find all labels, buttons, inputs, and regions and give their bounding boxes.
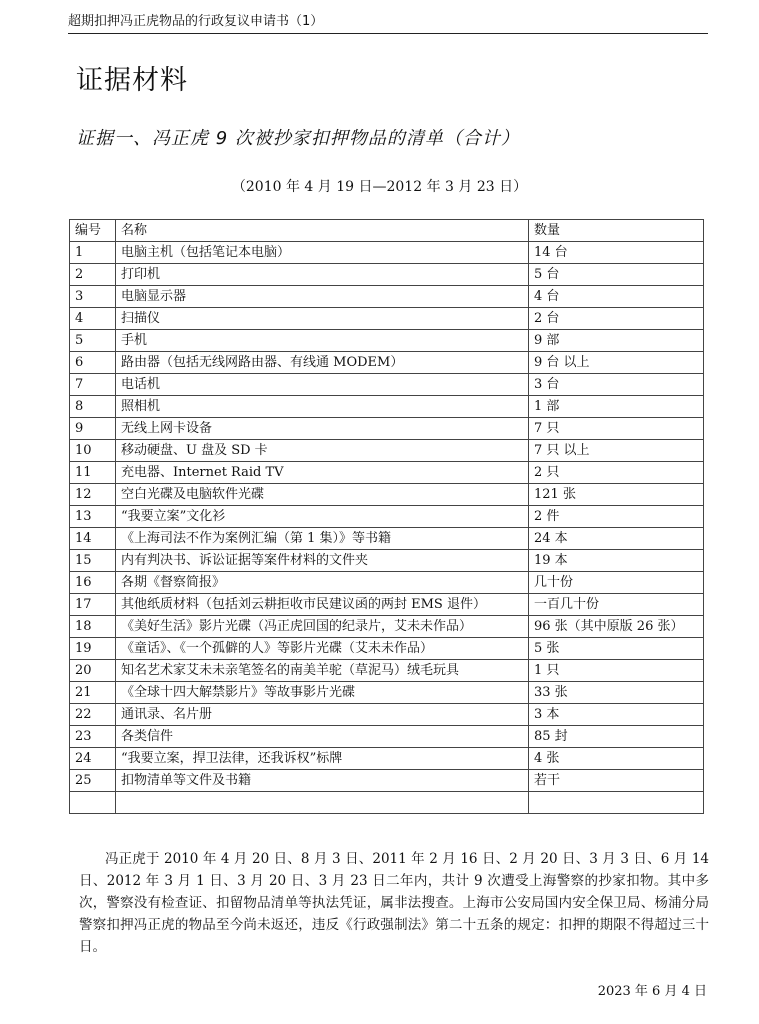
seized-items-table bbox=[69, 219, 704, 814]
cell-qty: 几十份 bbox=[529, 572, 704, 594]
cell-name: 路由器（包括无线网路由器、有线通 MODEM） bbox=[116, 352, 529, 374]
cell-qty: 2 台 bbox=[529, 308, 704, 330]
cell-name: “我要立案”文化衫 bbox=[116, 506, 529, 528]
cell-no: 7 bbox=[70, 374, 116, 396]
column-header-name: 名称 bbox=[116, 220, 529, 242]
table-row bbox=[70, 396, 704, 418]
cell-no: 10 bbox=[70, 440, 116, 462]
table-row bbox=[70, 594, 704, 616]
cell-no: 11 bbox=[70, 462, 116, 484]
cell-qty: 33 张 bbox=[529, 682, 704, 704]
signature-date: 2023 年 6 月 4 日 bbox=[597, 984, 707, 999]
table-row bbox=[70, 330, 704, 352]
cell-name: 无线上网卡设备 bbox=[116, 418, 529, 440]
cell-name: 照相机 bbox=[116, 396, 529, 418]
cell-qty: 24 本 bbox=[529, 528, 704, 550]
table-row bbox=[70, 264, 704, 286]
cell-qty: 14 台 bbox=[529, 242, 704, 264]
cell-empty bbox=[116, 792, 529, 814]
cell-qty: 一百几十份 bbox=[529, 594, 704, 616]
table-header-row bbox=[70, 220, 704, 242]
cell-no: 23 bbox=[70, 726, 116, 748]
cell-no: 14 bbox=[70, 528, 116, 550]
body-paragraph: 冯正虎于 2010 年 4 月 20 日、8 月 3 日、2011 年 2 月 16 日、2 月 20 日、3 月 3 日、6 月 14 日、2012 年 3 月 1 日、3 月 20 日、3 月 23 日二年内，共计 9 次遭受上海警察的抄家扣物。其中多次，警察没有检查证、扣留物品清单等执法凭证，属非法搜查。上海市公安局国内安全保卫局、杨浦分局警察扣押冯正虎的物品至今尚未返还，违反《行政强制法》第二十五条的规定：扣押的期限不得超过三十日。 bbox=[79, 851, 709, 955]
cell-name: “我要立案，捍卫法律，还我诉权”标牌 bbox=[116, 748, 529, 770]
cell-qty: 4 台 bbox=[529, 286, 704, 308]
table-row-empty bbox=[70, 792, 704, 814]
cell-no: 6 bbox=[70, 352, 116, 374]
cell-qty: 5 张 bbox=[529, 638, 704, 660]
cell-qty: 121 张 bbox=[529, 484, 704, 506]
table-row bbox=[70, 704, 704, 726]
table-row bbox=[70, 308, 704, 330]
table-row bbox=[70, 374, 704, 396]
cell-name: 《上海司法不作为案例汇编（第 1 集）》等书籍 bbox=[116, 528, 529, 550]
cell-name: 《童话》、《一个孤僻的人》等影片光碟（艾未未作品） bbox=[116, 638, 529, 660]
cell-qty: 2 件 bbox=[529, 506, 704, 528]
table-row bbox=[70, 440, 704, 462]
table-row bbox=[70, 506, 704, 528]
table-row bbox=[70, 638, 704, 660]
cell-no: 25 bbox=[70, 770, 116, 792]
cell-no: 9 bbox=[70, 418, 116, 440]
cell-no: 5 bbox=[70, 330, 116, 352]
evidence-title: 证据一、冯正虎 9 次被抄家扣押物品的清单（合计） bbox=[76, 128, 520, 149]
cell-qty: 3 台 bbox=[529, 374, 704, 396]
cell-no: 15 bbox=[70, 550, 116, 572]
cell-no: 2 bbox=[70, 264, 116, 286]
cell-name: 打印机 bbox=[116, 264, 529, 286]
cell-qty: 7 只 以上 bbox=[529, 440, 704, 462]
cell-name: 通讯录、名片册 bbox=[116, 704, 529, 726]
cell-no: 13 bbox=[70, 506, 116, 528]
cell-name: 各期《督察简报》 bbox=[116, 572, 529, 594]
table-row bbox=[70, 616, 704, 638]
table-row bbox=[70, 352, 704, 374]
cell-name: 《美好生活》影片光碟（冯正虎回国的纪录片，艾未未作品） bbox=[116, 616, 529, 638]
cell-qty: 85 封 bbox=[529, 726, 704, 748]
cell-qty: 1 部 bbox=[529, 396, 704, 418]
cell-name: 空白光碟及电脑软件光碟 bbox=[116, 484, 529, 506]
cell-no: 1 bbox=[70, 242, 116, 264]
cell-name: 知名艺术家艾未未亲笔签名的南美羊驼（草泥马）绒毛玩具 bbox=[116, 660, 529, 682]
cell-empty bbox=[70, 792, 116, 814]
cell-name: 电话机 bbox=[116, 374, 529, 396]
cell-qty: 2 只 bbox=[529, 462, 704, 484]
cell-name: 内有判决书、诉讼证据等案件材料的文件夹 bbox=[116, 550, 529, 572]
document-title: 证据材料 bbox=[76, 65, 188, 96]
date-range: （2010 年 4 月 19 日—2012 年 3 月 23 日） bbox=[231, 179, 528, 195]
cell-name: 电脑主机（包括笔记本电脑） bbox=[116, 242, 529, 264]
table-row bbox=[70, 572, 704, 594]
cell-qty: 96 张（其中原版 26 张） bbox=[529, 616, 704, 638]
cell-empty bbox=[529, 792, 704, 814]
table-row bbox=[70, 242, 704, 264]
cell-no: 22 bbox=[70, 704, 116, 726]
cell-qty: 9 部 bbox=[529, 330, 704, 352]
table-row bbox=[70, 286, 704, 308]
cell-name: 电脑显示器 bbox=[116, 286, 529, 308]
cell-no: 8 bbox=[70, 396, 116, 418]
cell-qty: 3 本 bbox=[529, 704, 704, 726]
cell-no: 3 bbox=[70, 286, 116, 308]
cell-no: 16 bbox=[70, 572, 116, 594]
table-row bbox=[70, 462, 704, 484]
cell-no: 24 bbox=[70, 748, 116, 770]
cell-name: 《全球十四大解禁影片》等故事影片光碟 bbox=[116, 682, 529, 704]
cell-name: 手机 bbox=[116, 330, 529, 352]
cell-no: 19 bbox=[70, 638, 116, 660]
table-row bbox=[70, 748, 704, 770]
table-row bbox=[70, 484, 704, 506]
table-row bbox=[70, 550, 704, 572]
table-row bbox=[70, 660, 704, 682]
cell-no: 12 bbox=[70, 484, 116, 506]
table-row bbox=[70, 682, 704, 704]
cell-no: 20 bbox=[70, 660, 116, 682]
cell-qty: 7 只 bbox=[529, 418, 704, 440]
cell-qty: 5 台 bbox=[529, 264, 704, 286]
column-header-qty: 数量 bbox=[529, 220, 704, 242]
cell-no: 18 bbox=[70, 616, 116, 638]
cell-name: 扣物清单等文件及书籍 bbox=[116, 770, 529, 792]
cell-qty: 19 本 bbox=[529, 550, 704, 572]
cell-qty: 若干 bbox=[529, 770, 704, 792]
cell-name: 其他纸质材料（包括刘云耕拒收市民建议函的两封 EMS 退件） bbox=[116, 594, 529, 616]
cell-qty: 9 台 以上 bbox=[529, 352, 704, 374]
table-row bbox=[70, 770, 704, 792]
table-row bbox=[70, 418, 704, 440]
cell-qty: 1 只 bbox=[529, 660, 704, 682]
cell-no: 17 bbox=[70, 594, 116, 616]
cell-name: 移动硬盘、U 盘及 SD 卡 bbox=[116, 440, 529, 462]
cell-name: 扫描仪 bbox=[116, 308, 529, 330]
column-header-no: 编号 bbox=[70, 220, 116, 242]
cell-name: 充电器、Internet Raid TV bbox=[116, 462, 529, 484]
cell-name: 各类信件 bbox=[116, 726, 529, 748]
table-row bbox=[70, 528, 704, 550]
cell-qty: 4 张 bbox=[529, 748, 704, 770]
running-header: 超期扣押冯正虎物品的行政复议申请书（1） bbox=[68, 10, 708, 34]
cell-no: 21 bbox=[70, 682, 116, 704]
cell-no: 4 bbox=[70, 308, 116, 330]
table-row bbox=[70, 726, 704, 748]
